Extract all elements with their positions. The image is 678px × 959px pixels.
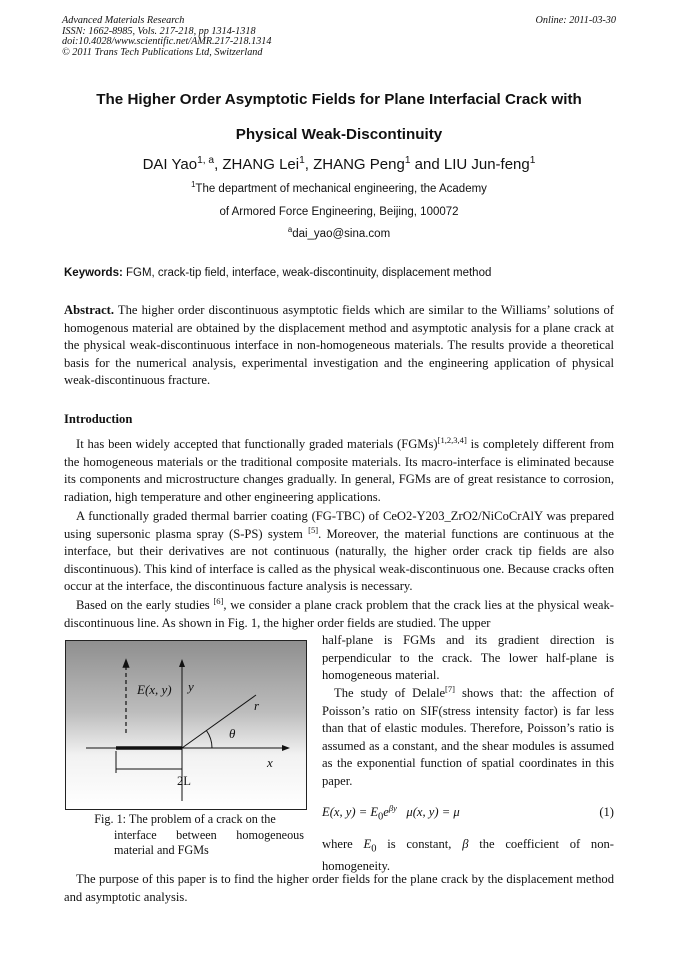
label-y: y xyxy=(188,679,194,694)
author-3: , ZHANG Peng xyxy=(304,156,405,173)
author-4-sup: 1 xyxy=(529,155,536,166)
author-3-sup: 1 xyxy=(404,155,411,166)
affiliation-sup: 1 xyxy=(191,180,196,190)
abstract-label: Abstract. xyxy=(64,303,115,317)
journal-header xyxy=(62,16,271,58)
label-x: x xyxy=(267,755,273,770)
author-2-sup: 1 xyxy=(299,155,305,166)
section-heading-introduction: Introduction xyxy=(64,412,133,426)
intro-paragraph-4: The study of Delale[7] shows that: the affection of Poisson’s ratio on SIF(stress intensity factor) is far less than that of elastic modules. Therefore, Poisson’s ratio is assumed as a constant, and the shear modules is assumed as the exponential function of spatial coordinates in this paper. xyxy=(322,683,614,788)
radius-line xyxy=(182,695,256,748)
figure-caption-line-2: interface between homogeneous material and FGMs xyxy=(114,827,304,857)
intro-paragraph-2: A functionally graded thermal barrier coating (FG-TBC) of CeO2-Y203_ZrO2/NiCoCrAlY was prepared using supersonic plasma spray (S-PS) system [5]. Moreover, the material functions are continuous at the interface, but their derivatives are not continuous (naturally, the higher order crack tip fields are also discontinuous). This kind of interface is called as the physical weak-discontinuous one. Because cracks often occur at the interface, the discontinuous facture analysis is necessary. xyxy=(64,509,615,594)
journal-name: Advanced Materials Research xyxy=(62,15,185,26)
affiliation-line-2: of Armored Force Engineering, Beijing, 100072 xyxy=(219,206,459,218)
affiliation-line-1: $^1$The department of mechanical engineering, the Academy xyxy=(191,180,487,195)
figure-caption xyxy=(66,812,304,859)
label-theta: θ xyxy=(229,726,236,741)
figure-caption-line-1: Fig. 1: The problem of a crack on the xyxy=(94,812,276,826)
copyright-line: © 2011 Trans Tech Publications Ltd, Switzerland xyxy=(62,46,263,58)
theta-arc xyxy=(206,731,212,749)
equation-number: (1) xyxy=(599,805,614,819)
keywords-label: Keywords: xyxy=(64,267,123,279)
label-modulus: E(x, y) xyxy=(137,682,172,697)
equation-lhs: E(x, y) = E xyxy=(322,805,379,819)
intro-paragraph-6: The purpose of this paper is to find the higher order fields for the plane crack by the displacement method and asymptotic analysis. xyxy=(64,872,614,904)
abstract xyxy=(64,302,614,390)
author-list xyxy=(40,156,638,173)
intro-paragraph-3-continued: half-plane is FGMs and its gradient direction is perpendicular to the crack. The lower half-plane is homogeneous material. xyxy=(322,633,614,683)
author-2: , ZHANG Lei xyxy=(214,156,300,173)
paper-title-line-1: The Higher Order Asymptotic Fields for Plane Interfacial Crack with xyxy=(96,91,582,108)
author-4: and LIU Jun-feng xyxy=(410,156,530,173)
abstract-text: The higher order discontinuous asymptotic fields which are similar to the Williams’ solutions of homogenous material are obtained by the displacement method and asymptotic analysis for a plane crack at the physical weak-discontinuous interface in non-homogeneous materials. The results provide a theoretical basis for the numerical analysis, experimental investigation and the engineering application of physical weak-discontinuous fracture. xyxy=(64,303,614,388)
citation: [1,2,3,4] xyxy=(437,434,467,445)
keywords xyxy=(64,267,491,279)
label-r: r xyxy=(254,698,260,713)
figure-crack-interface xyxy=(65,640,307,810)
citation: [5] xyxy=(308,524,319,535)
issn-line: ISSN: 1662-8985, Vols. 217-218, pp 1314-1318 xyxy=(62,25,256,37)
citation: [6] xyxy=(213,595,224,606)
label-crack-length: 2L xyxy=(177,774,191,788)
keywords-text: FGM, crack-tip field, interface, weak-discontinuity, displacement method xyxy=(122,267,492,279)
equation-mu: μ(x, y) = μ xyxy=(406,805,460,819)
citation: [7] xyxy=(445,683,456,694)
author-1: DAI Yao xyxy=(142,156,198,173)
author-email: $^a$dai_yao@sina.com xyxy=(287,225,391,240)
intro-paragraph-3: Based on the early studies [6], we consider a plane crack problem that the crack lies at the physical weak-discontinuous line. As shown in Fig. 1, the higher order fields are studied. The upper xyxy=(64,595,614,630)
email-sup: a xyxy=(287,225,293,235)
paper-title-line-2: Physical Weak-Discontinuity xyxy=(235,126,443,143)
equation-1: E(x, $y) = E_0e^{\beta y}$ μ(x, y) = μ (1) xyxy=(322,802,614,823)
author-1-sup: 1, a xyxy=(197,155,215,166)
intro-paragraph-5: where $E_0$ is constant, β the coefficient of non-homogeneity. xyxy=(322,837,614,874)
intro-paragraph-1: It has been widely accepted that functionally graded materials (FGMs)[1,2,3,4] is completely different from the homogeneous materials or the traditional composite materials. Its macro-interface is eliminated because its components and microstructure changes gradually. In general, FGMs are of great resistance to corrosion, radiation, high temperature and other engineering applications. xyxy=(64,434,614,504)
doi-line: doi:10.4028/www.scientific.net/AMR.217-218.1314 xyxy=(62,36,272,47)
online-date: Online: 2011-03-30 xyxy=(535,15,616,26)
